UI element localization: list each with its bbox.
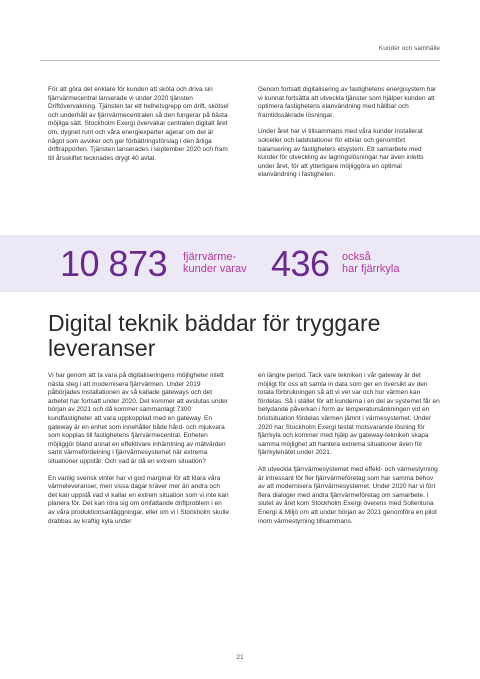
intro-columns — [48, 86, 440, 188]
cooling-label-line1: också — [342, 251, 371, 263]
customers-label-line1: fjärrvärme- — [183, 251, 237, 263]
paragraph: Att utveckla fjärrvärmesystemet med effekt- och värmestyrning är intressant för fler fjärrvärmeföretag som har samma behov av att modernisera fjärrvärmesystemet. Under 2020 har vi fört flera dialoger med andra fjärrvärmeföretag om samarbete. I slutet av året kom Stockholm Exergi överens med Sollentuna Energi & Miljö om att under början av 2021 genomföra en pilot inom värmestyrning tillsammans. — [258, 465, 438, 525]
body-columns — [48, 372, 440, 534]
intro-left-column — [48, 86, 230, 188]
paragraph: Genom fortsatt digitalisering av fastighetens energisystem har vi kunnat fortsätta att utveckla tjänster som hjälper kunden att optimera fastighetens elanvändning med hållbar och framtidssäkrade lösningar. — [258, 86, 437, 119]
statistics-band — [0, 235, 480, 292]
paragraph: en längre period. Tack vare tekniken i vår gateway är det möjligt för oss att samla in data som ger en översikt av den totala förbrukningen så att vi vet var och hur värmen kan fördelas. Så i stället för att kunderna i en del av systemet får en betydande påverkan i form av temperatursänkningen vid en bristsituation fördelas värmen jämnt i värmesystemet. Under 2020 har Stockholm Exergi testat motsvarande lösning för fjärrkyla och kommer med hjälp av gateway-tekniken skapa samma möjlighet att hantera extrema situationer även för fjärrkylenätet under 2021. — [258, 372, 440, 457]
paragraph: En vanlig svensk vinter har vi god marginal för att klara våra värmeleveranser, men vissa dagar kräver mer än andra och det kan uppstå vad vi kallar en extrem situation som vi inte kan planera för. Det kan röra sig om omfattande driftproblem i en av våra produktionsanläggningar, eller om vi i Stockholm skulle drabbas av kraftig kyla under — [48, 474, 230, 525]
body-right-column — [258, 372, 440, 534]
cooling-number: 436 — [271, 243, 330, 284]
customers-number: 10 873 — [60, 243, 168, 284]
intro-right-column — [258, 86, 440, 188]
header-divider — [40, 60, 440, 61]
cooling-label-line2: har fjärrkyla — [342, 263, 400, 275]
body-left-column — [48, 372, 230, 534]
section-header: Kunder och samhälle — [378, 45, 440, 52]
section-title: Digital teknik bäddar för tryggare leveranser — [48, 310, 381, 361]
customers-label-line2: kunder varav — [183, 263, 247, 275]
page-number: 21 — [236, 654, 244, 661]
paragraph: Vi har genom att ta vara på digitaliseringens möjligheter inlett nästa steg i att modernisera fjärrvärmen. Under 2019 påbörjades installationen av så kallade gateways och det arbetet har fortsatt under 2020. Det kommer att avslutas under början av 2021 och då kommer sammanlagt 7300 kundfastigheter att vara uppkopplad med en gateway. En gateway är en enhet som innehåller både hård- och mjukvara som kopplas till fastighetens fjärrvärmecentral. Enheten möjliggör bland annat en effektivare inhämtning av mätvärden samt värmefördelning i fjärrvärmesystemet när extrema situationer uppstår. Och vad är då en extrem situation? — [48, 372, 228, 465]
paragraph: För att göra det enklare för kunden att sköta och driva sin fjärrvärmecentral lanserade vi under 2020 tjänsten Driftövervakning. Tjänsten tar ett helhetsgrepp om drift, skötsel och underhåll av fjärrvärmecentralen så den fungerar på bästa möjliga sätt. Stockholm Exergi övervakar centralen digitalt året om, dygnet runt och våra energiexperter agerar om det är något som avviker och ger förbättringsförslag i den årliga driftrapporten. Tjänsten lanserades i september 2020 och fram till årsskiftet tecknades drygt 40 avtal. — [48, 86, 229, 162]
paragraph: Under året har vi tillsammans med våra kunder installerat solceller och laddstationer för elbilar och genomfört balansering av fastigheters elsystem. Ett samarbete med kunder för utveckling av lagringslösningar har även inletts under året, för att ytterligare möjliggöra en optimal elanvändning i fastigheten. — [258, 128, 424, 179]
